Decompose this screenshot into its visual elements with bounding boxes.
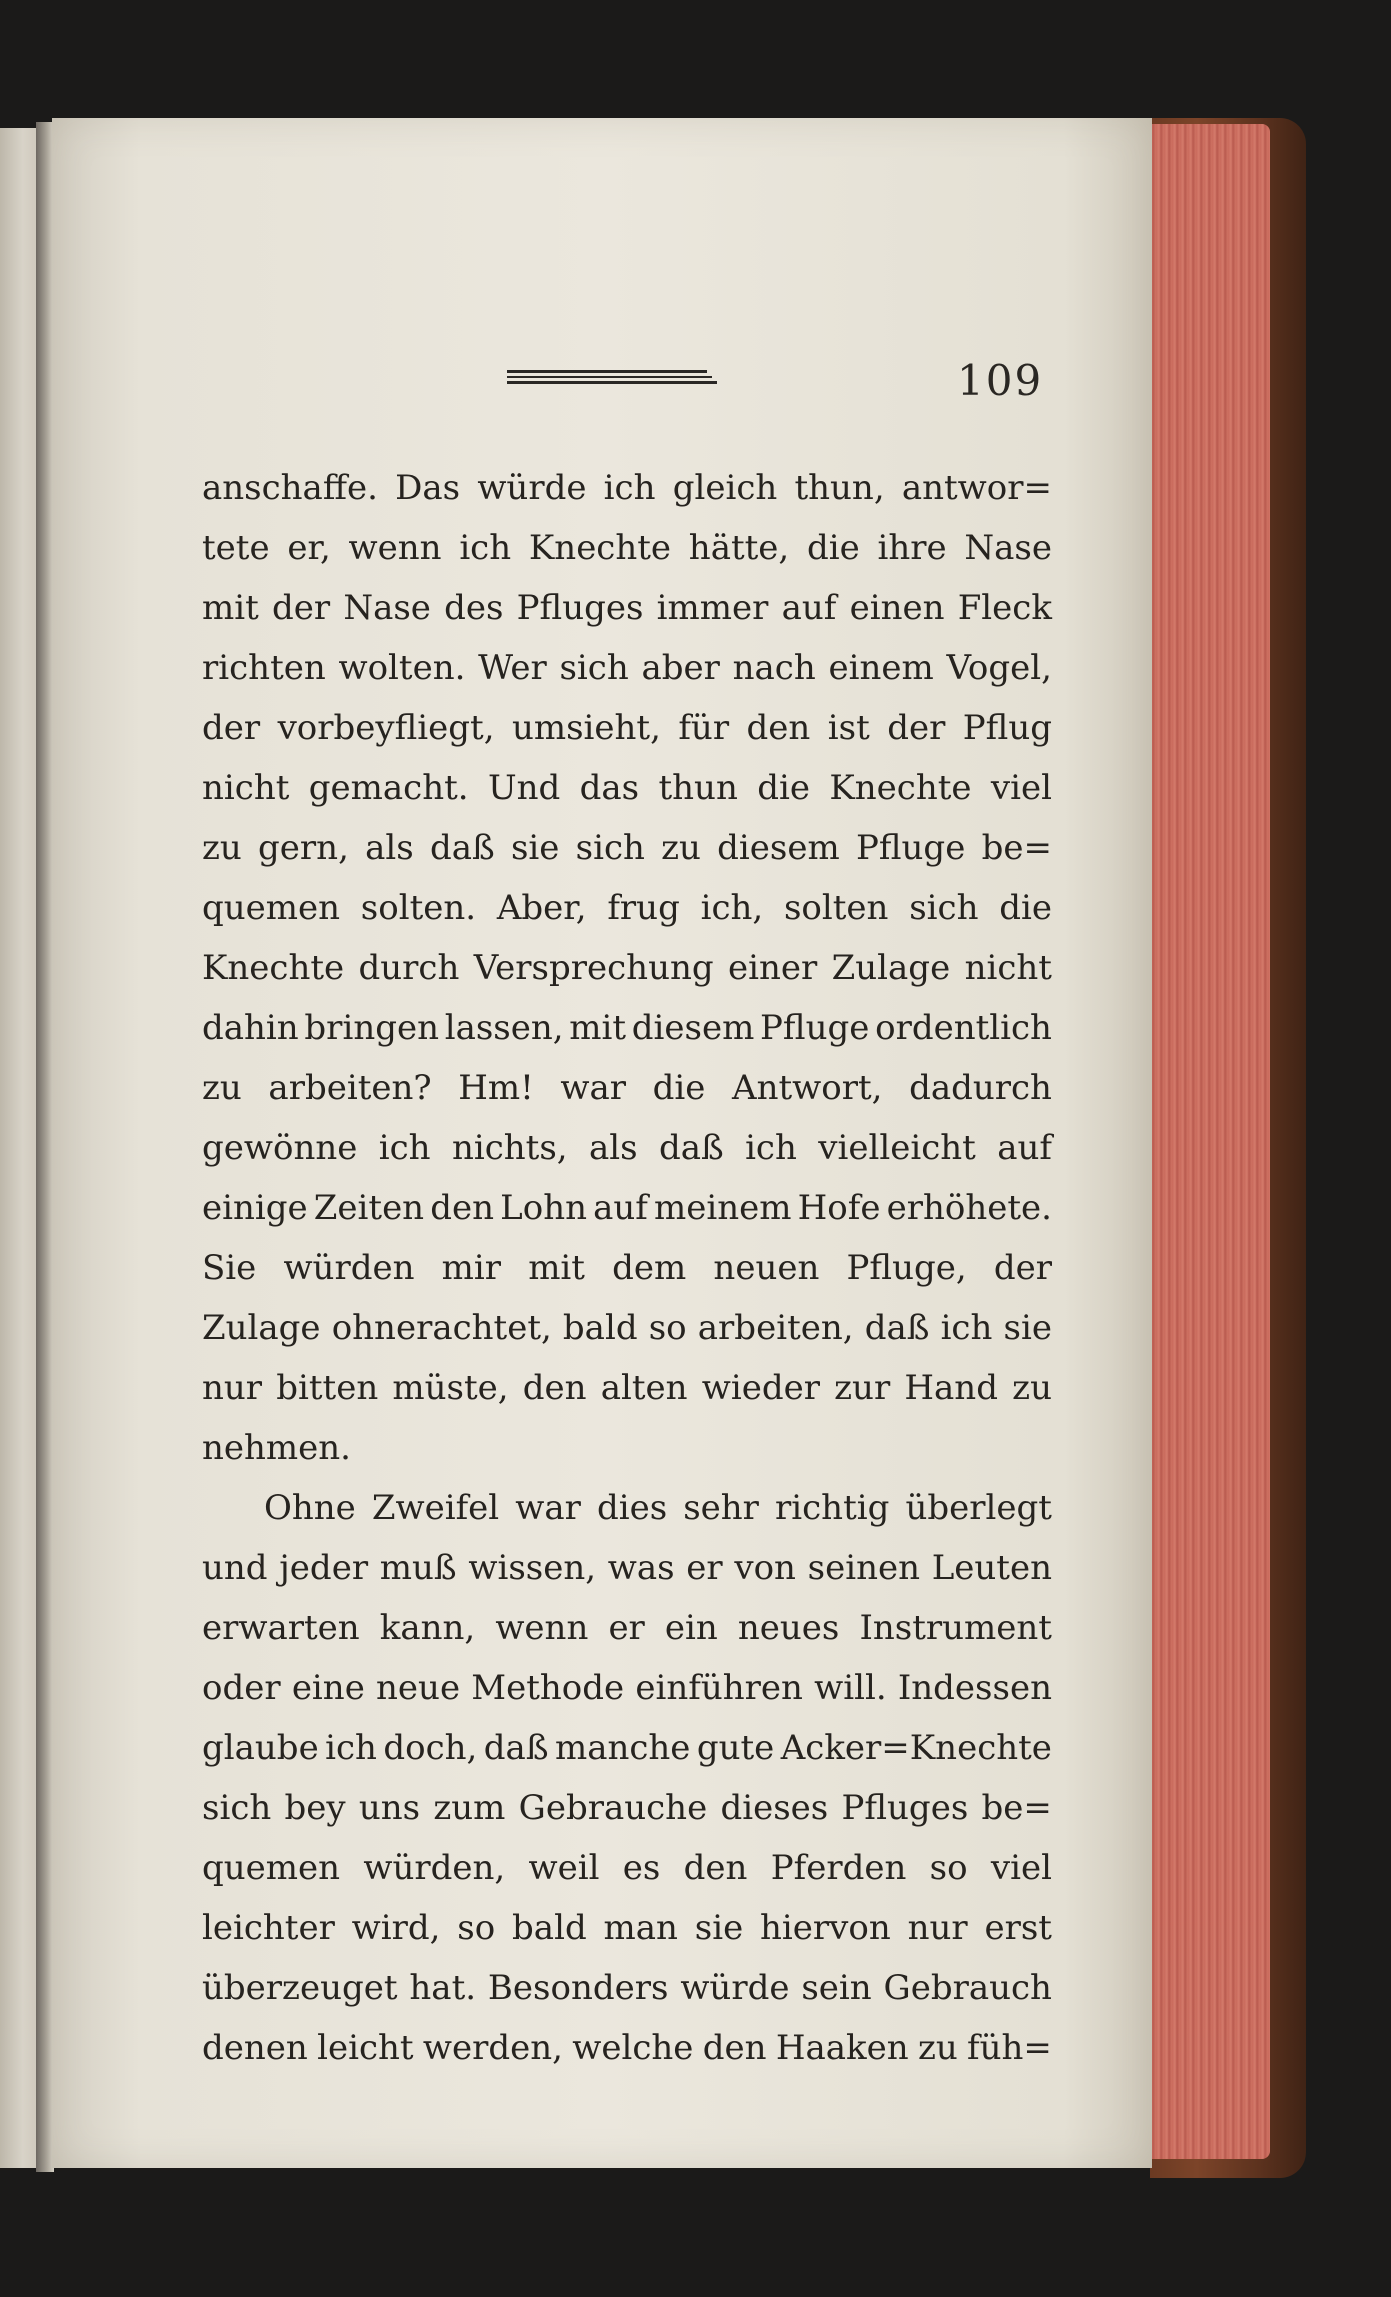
- page-text: [202, 458, 1052, 2078]
- text-line: gewönne ich nichts, als daß ich vielleicht auf: [202, 1128, 1052, 1168]
- text-line: anschaffe. Das würde ich gleich thun, antwor=: [202, 468, 1052, 508]
- text-line: zu gern, als daß sie sich zu diesem Pfluge be=: [202, 828, 1052, 868]
- text-line: oder eine neue Methode einführen will. Indessen: [202, 1668, 1052, 1708]
- page-edge: [1148, 124, 1270, 2159]
- text-line: Sie würden mir mit dem neuen Pfluge, der: [202, 1248, 1052, 1288]
- text-line: nicht gemacht. Und das thun die Knechte viel: [202, 768, 1052, 808]
- text-line: dahin bringen lassen, mit diesem Pfluge ordentlich: [202, 1008, 1052, 1048]
- text-line: einige Zeiten den Lohn auf meinem Hofe erhöhete.: [202, 1188, 1052, 1228]
- text-line: leichter wird, so bald man sie hiervon nur erst: [202, 1908, 1052, 1948]
- text-line: glaube ich doch, daß manche gute Acker=Knechte: [202, 1728, 1052, 1768]
- text-line: richten wolten. Wer sich aber nach einem Vogel,: [202, 648, 1052, 688]
- text-line: und jeder muß wissen, was er von seinen Leuten: [202, 1548, 1052, 1588]
- text-line: quemen würden, weil es den Pferden so viel: [202, 1848, 1052, 1888]
- text-line: der vorbeyfliegt, umsieht, für den ist der Pflug: [202, 708, 1052, 748]
- text-line: mit der Nase des Pfluges immer auf einen Fleck: [202, 588, 1052, 628]
- facing-page: [0, 128, 38, 2168]
- text-line: denen leicht werden, welche den Haaken zu füh=: [202, 2028, 1052, 2068]
- book: [0, 118, 1391, 2178]
- page-number: 109: [957, 356, 1044, 405]
- text-line: nehmen.: [202, 1428, 351, 1468]
- text-line: Ohne Zweifel war dies sehr richtig überlegt: [264, 1488, 1052, 1528]
- text-line: quemen solten. Aber, frug ich, solten sich die: [202, 888, 1052, 928]
- text-line: zu arbeiten? Hm! war die Antwort, dadurch: [202, 1068, 1052, 1108]
- text-line: erwarten kann, wenn er ein neues Instrument: [202, 1608, 1052, 1648]
- text-line: nur bitten müste, den alten wieder zur Hand zu: [202, 1368, 1052, 1408]
- text-line: überzeuget hat. Besonders würde sein Gebrauch: [202, 1968, 1052, 2008]
- header-rule: [507, 370, 717, 384]
- text-line: sich bey uns zum Gebrauche dieses Pfluges be=: [202, 1788, 1052, 1828]
- text-line: Knechte durch Versprechung einer Zulage nicht: [202, 948, 1052, 988]
- book-page: [52, 118, 1152, 2168]
- text-line: Zulage ohnerachtet, bald so arbeiten, daß ich sie: [202, 1308, 1052, 1348]
- text-line: tete er, wenn ich Knechte hätte, die ihre Nase: [202, 528, 1052, 568]
